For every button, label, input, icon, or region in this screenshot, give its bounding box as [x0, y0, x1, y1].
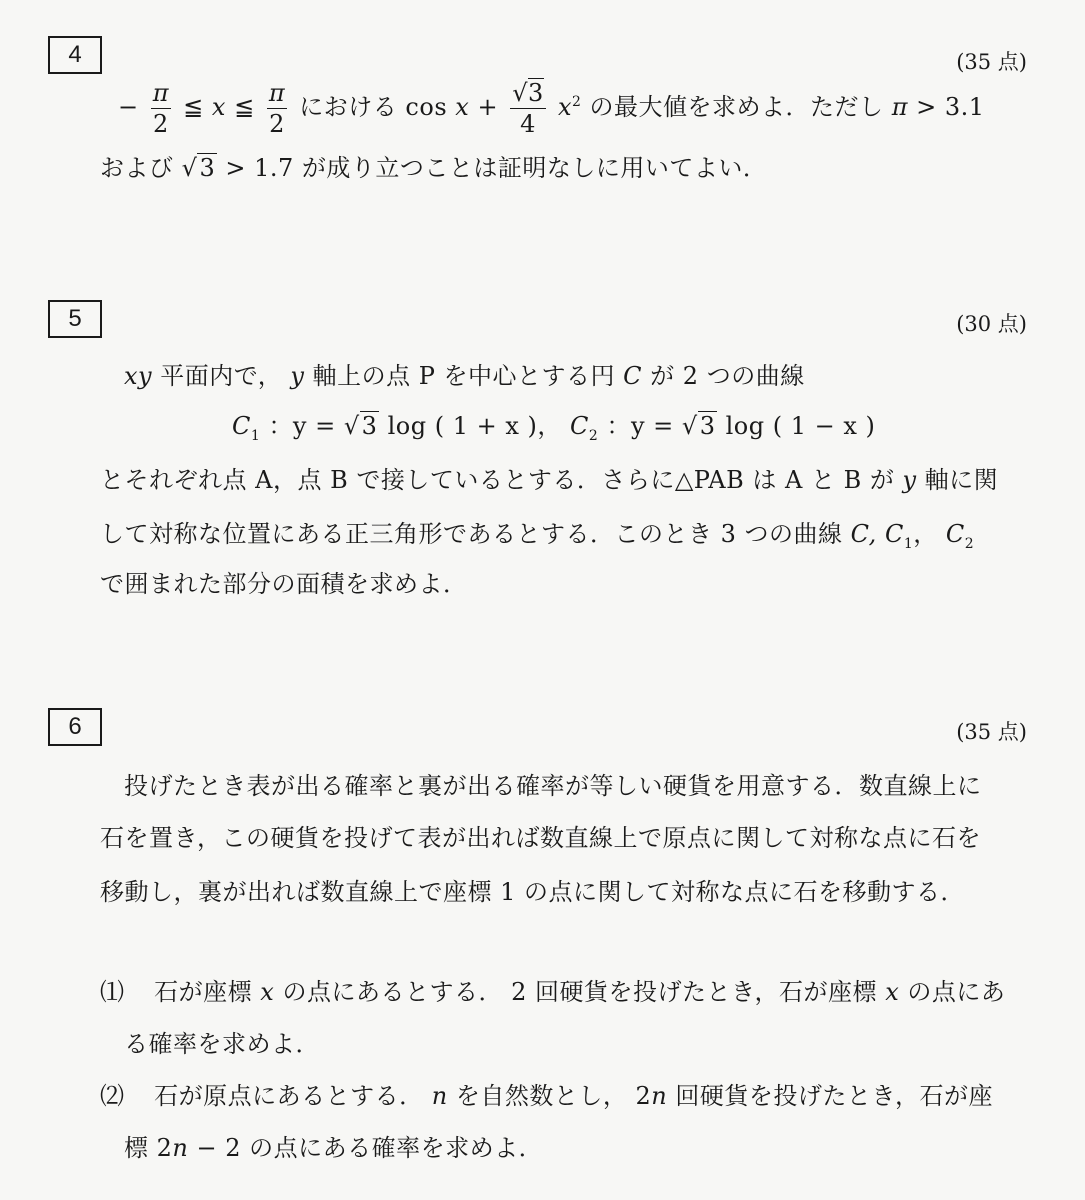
log-expression: log ( 1 + x )， [387, 412, 562, 440]
problem-statement-line [100, 460, 998, 495]
subquestion-1 [100, 972, 1005, 1007]
problem-statement-line [118, 78, 985, 139]
n-symbol: n [651, 1082, 668, 1110]
denominator: 2 [269, 110, 285, 138]
C2-symbol: C [570, 412, 589, 440]
xy-symbol: xy [124, 362, 153, 390]
y-symbol: y [290, 362, 305, 390]
minus-sign: − [118, 93, 139, 121]
subscript: 2 [964, 535, 975, 552]
problem-number-box: 5 [48, 300, 102, 338]
text: ：y = [268, 412, 336, 440]
problem-statement-line [124, 356, 805, 391]
fraction-pi-over-2 [267, 78, 287, 139]
subscript: 1 [250, 427, 261, 444]
problem-number-box: 6 [48, 708, 102, 746]
fraction-pi-over-2 [151, 78, 171, 139]
text: − 2 の点にある確率を求めよ． [196, 1134, 544, 1162]
x-symbol: x [260, 978, 275, 1006]
text: して対称な位置にある正三角形であるとする．このとき 3 つの曲線 [100, 520, 843, 548]
text: 軸上の点 P を中心とする円 [312, 362, 616, 390]
denominator: 4 [520, 110, 536, 138]
leq-sign: ≦ [183, 93, 204, 121]
text: が 2 つの曲線 [650, 362, 805, 390]
problem-points: (35 点) [956, 50, 1027, 74]
n-symbol: n [431, 1082, 448, 1110]
pi-symbol: π [891, 93, 908, 121]
problem-statement-line [100, 514, 974, 552]
subquestion-1-continued: る確率を求めよ． [124, 1030, 320, 1058]
denominator: 2 [153, 110, 169, 138]
x-symbol: x [885, 978, 900, 1006]
subquestion-label: ⑴ [100, 978, 125, 1006]
subscript: 1 [903, 535, 914, 552]
text: 標 2 [124, 1134, 173, 1162]
text: 石が原点にあるとする． [154, 1082, 424, 1110]
numerator: √3 [512, 79, 544, 107]
numerator: π [268, 79, 286, 107]
comma: ， [913, 520, 938, 548]
text-head: および [100, 154, 174, 182]
variable-x: x [211, 93, 226, 121]
variable-x: x [557, 93, 572, 121]
fraction-sqrt3-over-4 [510, 78, 546, 139]
problem-points: (30 点) [956, 312, 1027, 336]
problem-statement-line: 石を置き，この硬貨を投げて表が出れば数直線上で原点に関して対称な点に石を [100, 824, 982, 852]
n-symbol: n [172, 1134, 189, 1162]
inequality-value: > 3.1 [916, 93, 985, 121]
text: 回硬貨を投げたとき，石が座 [675, 1082, 993, 1110]
problem-statement-line: 移動し，裏が出れば数直線上で座標 1 の点に関して対称な点に石を移動する． [100, 878, 966, 906]
cos-function: cos [405, 93, 448, 121]
problem-statement-line: 投げたとき表が出る確率と裏が出る確率が等しい硬貨を用意する．数直線上に [124, 772, 982, 800]
problem-statement-line: で囲まれた部分の面積を求めよ． [100, 570, 468, 598]
C1-symbol: C [884, 520, 904, 548]
text: 平面内で， [160, 362, 283, 390]
text-tail: の最大値を求めよ．ただし [589, 93, 884, 121]
sqrt-3: √3 [681, 412, 716, 440]
text: の点にあ [907, 978, 1006, 1006]
y-symbol: y [902, 466, 917, 494]
problem-points: (35 点) [956, 720, 1027, 744]
text: ：y = [606, 412, 674, 440]
subscript: 2 [588, 427, 599, 444]
problem-number-box: 4 [48, 36, 102, 74]
text: の点にあるとする． 2 回硬貨を投げたとき，石が座標 [282, 978, 878, 1006]
problem-statement-line [100, 148, 767, 183]
text: とそれぞれ点 A，点 B で接しているとする．さらに△PAB は A と B が [100, 466, 895, 494]
subquestion-2-continued [124, 1128, 543, 1163]
sqrt-3: √3 [181, 154, 216, 182]
text: 軸に関 [924, 466, 999, 494]
text-niokeru: における [299, 93, 398, 121]
log-expression: log ( 1 − x ) [725, 412, 876, 440]
leq-sign: ≦ [234, 93, 255, 121]
C1-symbol: C [232, 412, 251, 440]
text: を自然数とし， 2 [455, 1082, 652, 1110]
text: 石が座標 [154, 978, 253, 1006]
subquestion-2 [100, 1076, 993, 1111]
curve-equations [232, 406, 875, 444]
subquestion-label: ⑵ [100, 1082, 125, 1110]
C-symbol: C, [850, 520, 877, 548]
sqrt-3: √3 [343, 412, 378, 440]
plus-sign: + [477, 93, 499, 121]
C-symbol: C [623, 362, 643, 390]
C2-symbol: C [945, 520, 965, 548]
text-tail: > 1.7 が成り立つことは証明なしに用いてよい． [225, 154, 768, 182]
exponent: 2 [571, 94, 582, 110]
variable-x: x [455, 93, 470, 121]
numerator: π [152, 79, 170, 107]
